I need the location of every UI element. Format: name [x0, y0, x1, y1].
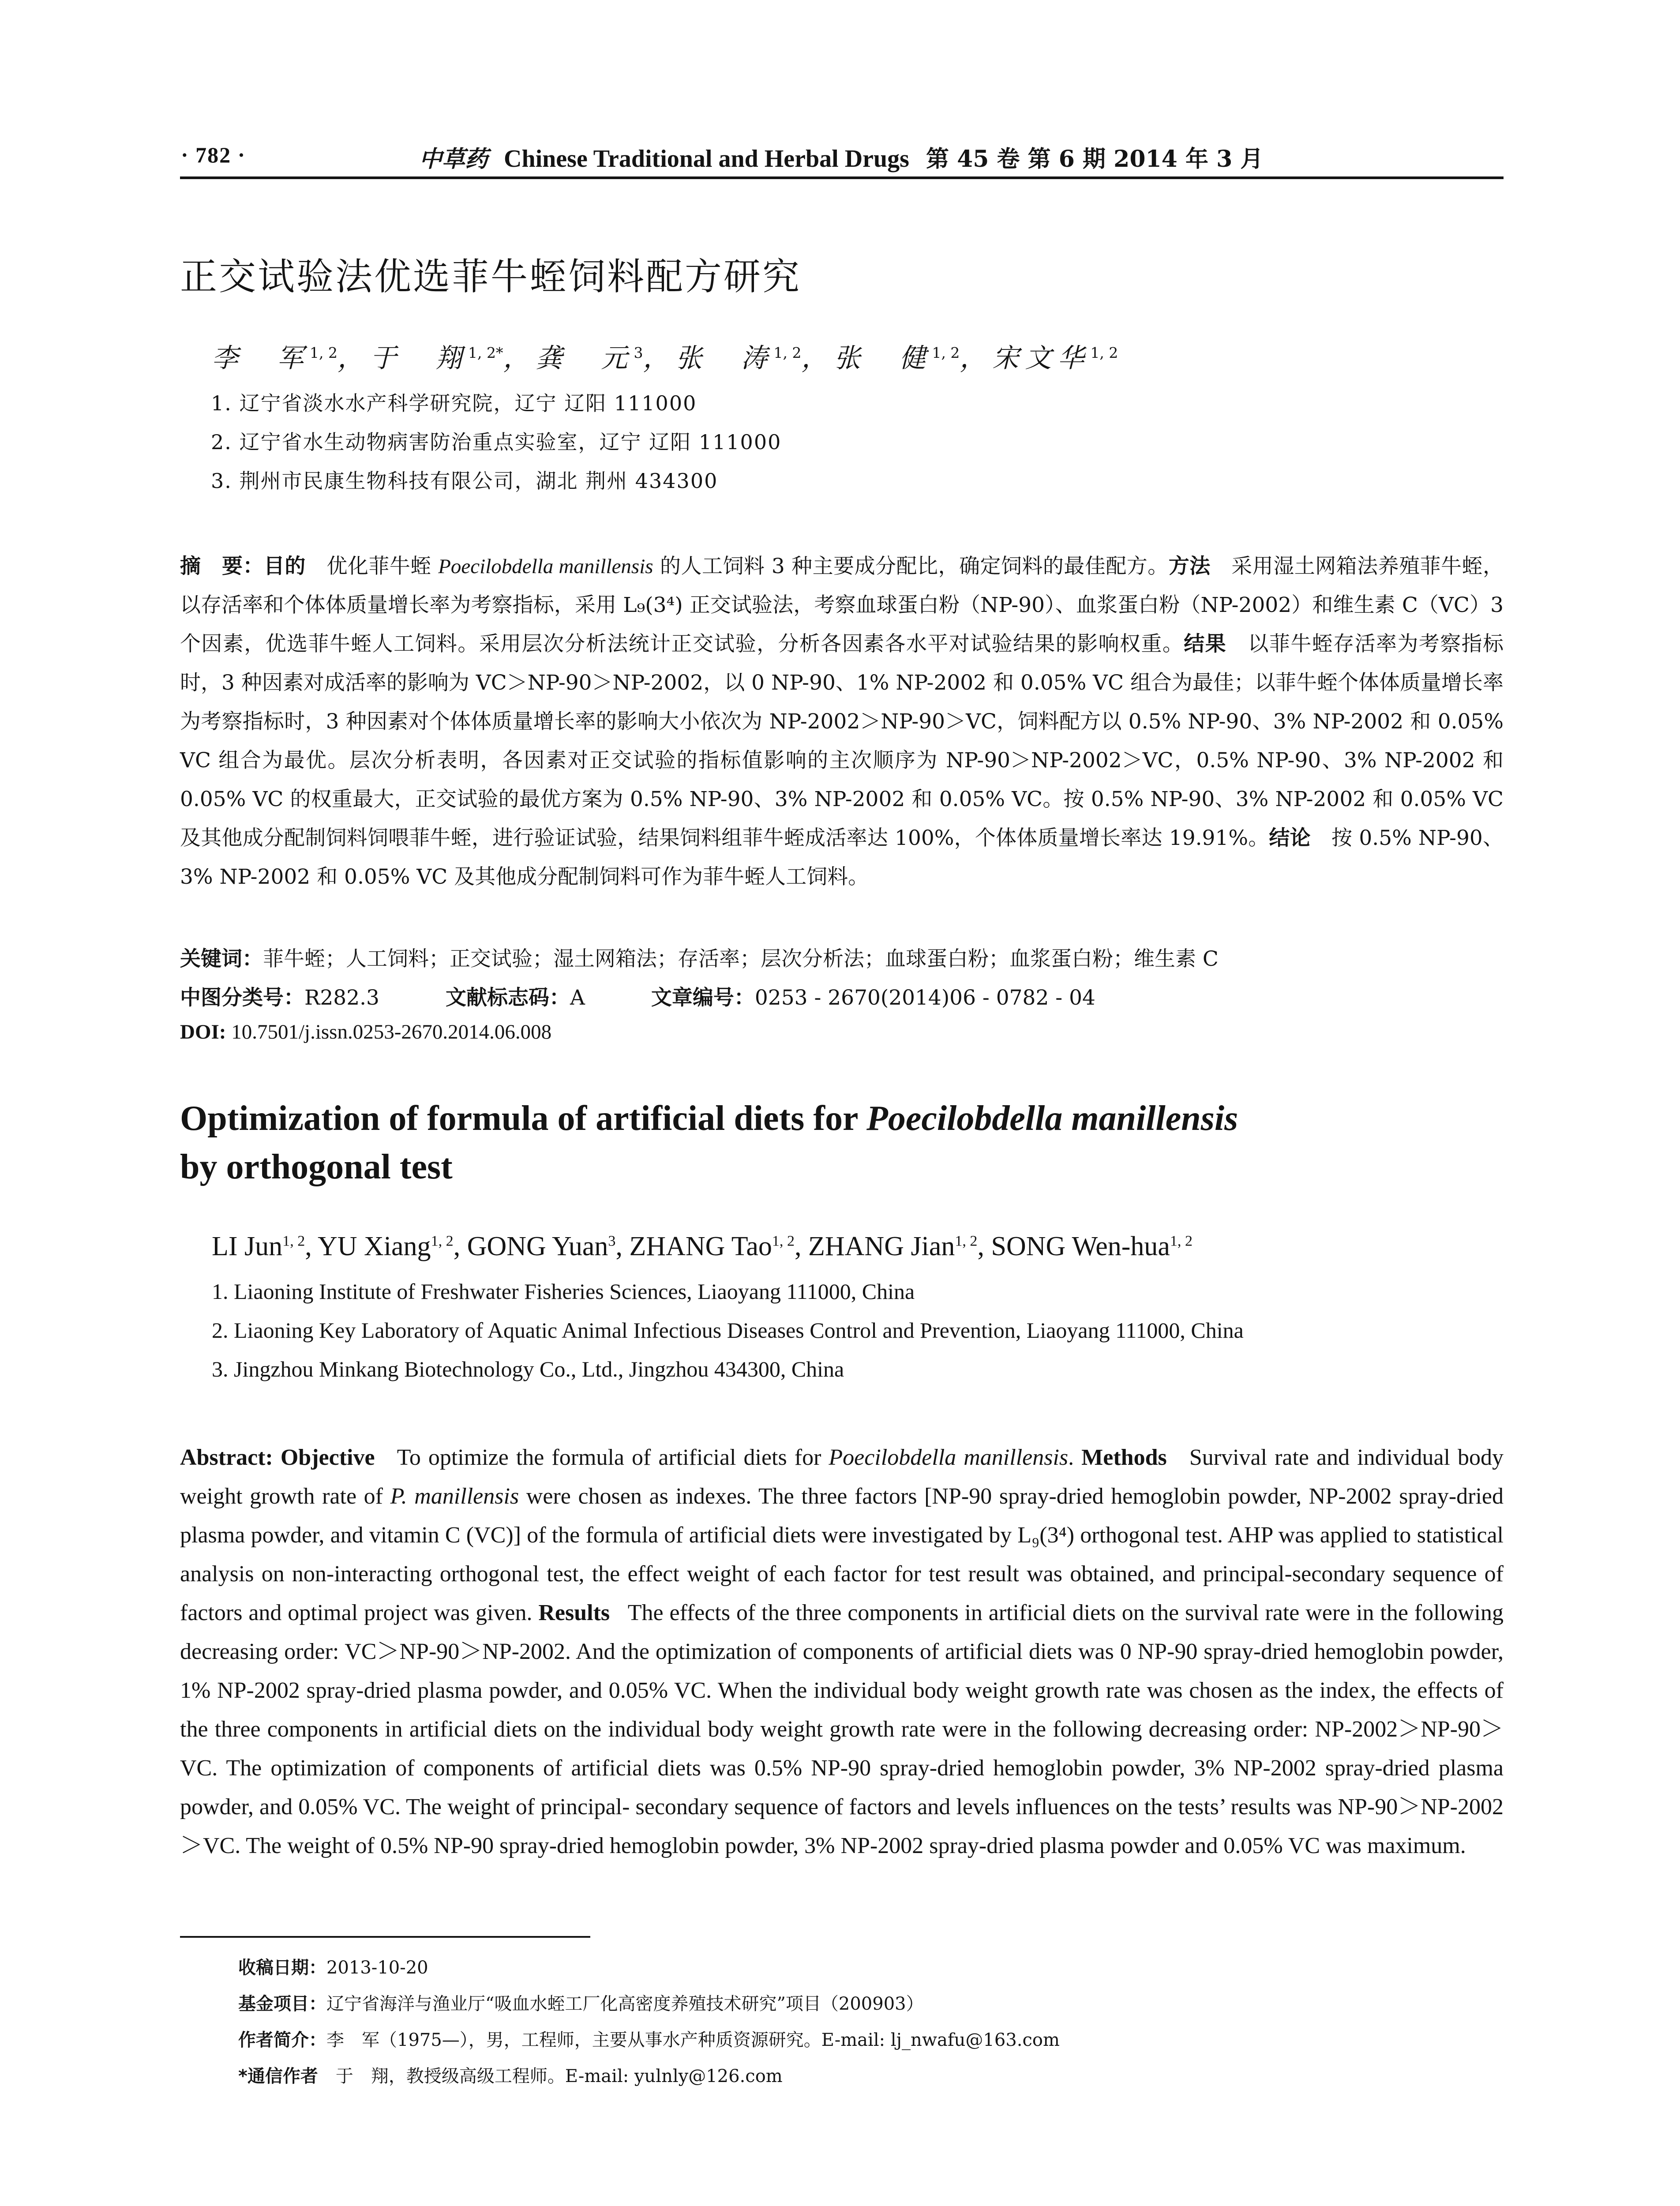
doi-value: 10.7501/j.issn.0253-2670.2014.06.008: [231, 1020, 552, 1043]
en-title: Optimization of formula of artificial diets for Poecilobdella manillensis by orthogonal test: [180, 1099, 1238, 1186]
cn-author: 龚 元$^3$，: [536, 343, 676, 374]
footnote-received: 收稿日期：2013-10-20: [238, 1958, 428, 1978]
en-author: LI Jun$^{1, 2}$,: [212, 1231, 318, 1261]
en-affiliation: 3. Jingzhou Minkang Biotechnology Co., Ltd., Jingzhou 434300, China: [212, 1357, 844, 1381]
cn-methods-label: 方法: [1168, 554, 1211, 578]
en-affiliation: 1. Liaoning Institute of Freshwater Fisheries Sciences, Liaoyang 111000, China: [212, 1279, 915, 1304]
cn-affiliation: 3. 荆州市民康生物科技有限公司，湖北 荆州 434300: [211, 469, 718, 493]
cn-abstract: 摘 要：目的 优化菲牛蛭 Poecilobdella manillensis 的人工饲料 3 种主要成分配比，确定饲料的最佳配方。方法 采用湿土网箱法养殖菲牛蛭，以存活率和个体体质量增长率为考察指标，采用 L₉(3⁴) 正交试验法，考察血球蛋白粉（NP-90）、血浆蛋白粉（NP-2002）和维生素 C（VC）3 个因素，优选菲牛蛭人工饲料。采用层次分析法统计正交试验，分析各因素各水平对试验结果的影响权重。结果 以菲牛蛭存活率为考察指标时，3 种因素对成活率的影响为 VC＞NP-90＞NP-2002，以 0 NP-90、1% NP-2002 和 0.05% VC 组合为最佳；以菲牛蛭个体体质量增长率为考察指标时，3 种因素对个体体质量增长率的影响大小依次为 NP-2002＞NP-90＞VC，饲料配方以 0.5% NP-90、3% NP-2002 和 0.05% VC 组合为最优。层次分析表明，各因素对正交试验的指标值影响的主次顺序为 NP-90＞NP-2002＞VC，0.5% NP-90、3% NP-2002 和 0.05% VC 的权重最大，正交试验的最优方案为 0.5% NP-90、3% NP-2002 和 0.05% VC。按 0.5% NP-90、3% NP-2002 和 0.05% VC 及其他成分配制饲料饲喂菲牛蛭，进行验证试验，结果饲料组菲牛蛭成活率达 100%，个体体质量增长率达 19.91%。结论 按 0.5% NP-90、3% NP-2002 和 0.05% VC 及其他成分配制饲料可作为菲牛蛭人工饲料。: [180, 554, 1504, 889]
species-name: Poecilobdella manillensis: [438, 555, 653, 578]
journal-title: [419, 140, 1263, 173]
en-abstract: Abstract: Objective To optimize the formula of artificial diets for Poecilobdella manillensis. Methods Survival rate and individual body weight growth rate of P. manillensis were chosen as indexes. The three factors [NP-90 spray-dried hemoglobin powder, NP-2002 spray-dried plasma powder, and vitamin C (VC)] of the formula of artificial diets were investigated by L₉(3⁴) orthogonal test. AHP was applied to statistical analysis on non-interacting orthogonal test, the effect weight of each factor for test result was obtained, and principal-secondary sequence of factors and optimal project was given. Results The effects of the three components in artificial diets on the survival rate were in the following decreasing order: VC＞NP-90＞NP-2002. And the optimization of components of artificial diets was 0 NP-90 spray-dried hemoglobin powder, 1% NP-2002 spray-dried plasma powder, and 0.05% VC. When the individual body weight growth rate was chosen as the index, the effects of the three components in artificial diets on the individual body weight growth rate were in the following decreasing order: NP-2002＞NP-90＞VC. The optimization of components of artificial diets was 0.5% NP-90 spray-dried hemoglobin powder, 3% NP-2002 spray-dried plasma powder, and 0.05% VC. The weight of principal- secondary sequence of factors and levels influences on the tests’ results was NP-90＞NP-2002＞VC. The weight of 0.5% NP-90 spray-dried hemoglobin powder, 3% NP-2002 spray-dried plasma powder and 0.05% VC was maximum.: [180, 1445, 1504, 1858]
en-abstract-label: Abstract:: [180, 1445, 273, 1470]
journal-name-en: Chinese Traditional and Herbal Drugs: [504, 145, 909, 173]
journal-name-cn: 中草药: [419, 146, 488, 173]
species-name-short: P. manillensis: [390, 1484, 519, 1509]
en-author: YU Xiang$^{1, 2}$,: [317, 1231, 467, 1261]
en-author: GONG Yuan$^3$,: [467, 1231, 630, 1261]
cn-author: 宋文华$^{1, 2}$: [992, 343, 1118, 374]
en-affiliation: 2. Liaoning Key Laboratory of Aquatic Animal Infectious Diseases Control and Prevention, Liaoyang 111000, China: [212, 1318, 1244, 1343]
cn-author: 张 涛$^{1, 2}$，: [675, 343, 834, 374]
doc-code: A: [570, 986, 585, 1010]
journal-issue: 第 45 卷 第 6 期 2014 年 3 月: [926, 146, 1264, 173]
cn-keywords: [180, 942, 1219, 972]
cn-author: 张 健$^{1, 2}$，: [834, 343, 993, 374]
en-author: ZHANG Tao$^{1, 2}$,: [629, 1231, 808, 1261]
keywords-text: 菲牛蛭；人工饲料；正交试验；湿土网箱法；存活率；层次分析法；血球蛋白粉；血浆蛋白粉；维生素 C: [263, 947, 1219, 971]
keywords-label: 关键词：: [180, 947, 263, 971]
en-author: SONG Wen-hua$^{1, 2}$: [991, 1231, 1193, 1261]
en-objective-label: Objective: [280, 1445, 375, 1470]
cn-affiliation: 1. 辽宁省淡水水产科学研究院，辽宁 辽阳 111000: [211, 391, 697, 415]
cn-title: 正交试验法优选菲牛蛭饲料配方研究: [180, 255, 802, 298]
cn-objective-label: 目的: [263, 554, 306, 578]
classification-line: 中图分类号：R282.3 文献标志码：A 文章编号：0253 - 2670(2014)06 - 0782 - 04: [180, 986, 1095, 1010]
clc-code: R282.3: [304, 986, 379, 1010]
footnote-author-bio: 作者简介：李 军（1975—），男，工程师，主要从事水产种质资源研究。E-mail: lj_nwafu@163.com: [238, 2030, 1060, 2050]
cn-author: 于 翔$^{1, 2*}$，: [370, 343, 536, 374]
cn-affiliation: 2. 辽宁省水生动物病害防治重点实验室，辽宁 辽阳 111000: [211, 430, 782, 454]
footnote-funding: 基金项目：辽宁省海洋与渔业厅“吸血水蛭工厂化高密度养殖技术研究”项目（200903）: [238, 1994, 924, 2014]
en-author-list: [212, 1231, 1192, 1262]
species-name: Poecilobdella manillensis: [829, 1445, 1069, 1470]
en-author: ZHANG Jian$^{1, 2}$,: [808, 1231, 991, 1261]
en-title-species: Poecilobdella manillensis: [866, 1099, 1238, 1138]
cn-conclusion-label: 结论: [1269, 826, 1311, 850]
en-results-label: Results: [538, 1600, 610, 1625]
en-methods-label: Methods: [1081, 1445, 1167, 1470]
footnote-rule: [180, 1936, 590, 1938]
cn-results-label: 结果: [1184, 632, 1227, 656]
page-number: · 782 ·: [181, 143, 246, 167]
footnote-corresponding: *通信作者 于 翔，教授级高级工程师。E-mail: yulnly@126.com: [238, 2066, 783, 2086]
cn-abstract-label: 摘 要：: [180, 554, 264, 578]
cn-author: 李 军$^{1, 2}$，: [212, 343, 370, 374]
cn-author-list: [212, 337, 1118, 375]
doi-line: DOI: 10.7501/j.issn.0253-2670.2014.06.008: [180, 1020, 552, 1043]
article-number: 0253 - 2670(2014)06 - 0782 - 04: [754, 986, 1095, 1010]
header-rule: [180, 176, 1504, 179]
